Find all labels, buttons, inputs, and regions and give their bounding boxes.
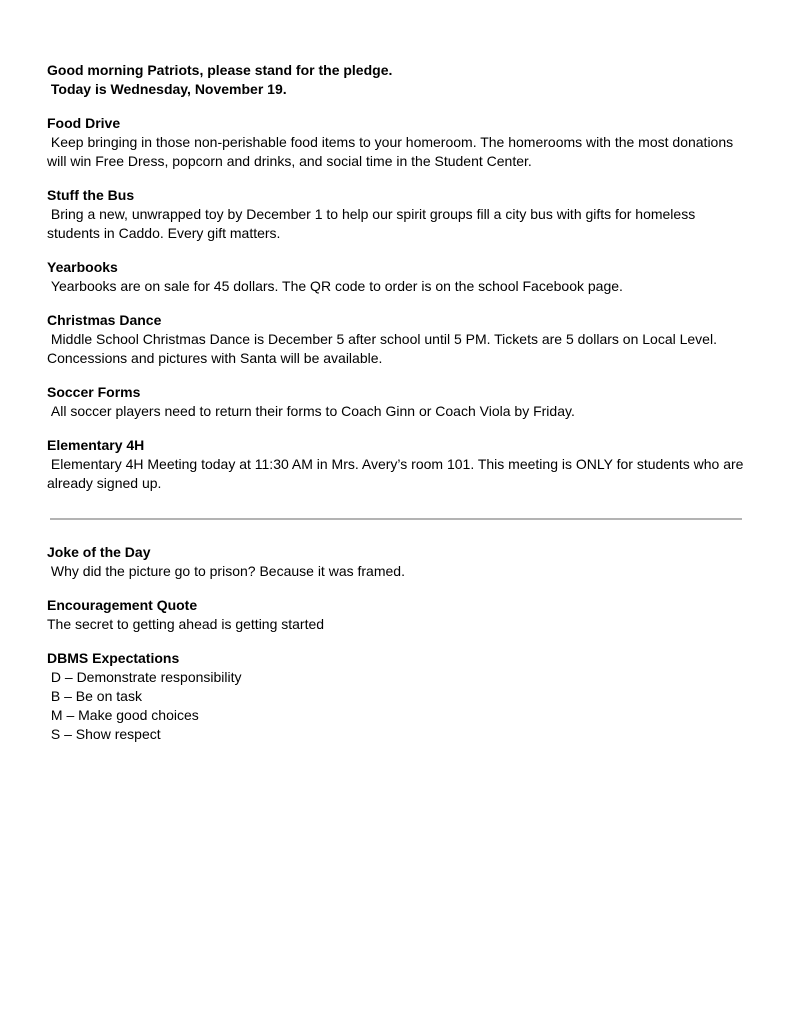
joke-title: Joke of the Day	[47, 544, 151, 560]
expectation-item: M – Make good choices	[47, 707, 199, 723]
announcement-title: Christmas Dance	[47, 312, 162, 328]
announcement-title: Food Drive	[47, 115, 121, 131]
announcements-document	[47, 61, 747, 759]
announcement-title: Yearbooks	[47, 259, 118, 275]
announcement-title: Elementary 4H	[47, 437, 145, 453]
divider-wrap	[47, 493, 747, 543]
announcement-body: All soccer players need to return their forms to Coach Ginn or Coach Viola by Friday.	[47, 403, 575, 419]
announcement-body: Keep bringing in those non-perishable food items to your homeroom. The homerooms with the most donations will win Free Dress, popcorn and drinks, and social time in the Student Center.	[47, 134, 738, 169]
joke-body: Why did the picture go to prison? Because it was framed.	[47, 563, 405, 579]
announcement-stuff-the-bus	[47, 186, 747, 243]
expectation-item: S – Show respect	[47, 726, 161, 742]
quote-title: Encouragement Quote	[47, 597, 198, 613]
announcement-body: Middle School Christmas Dance is December 5 after school until 5 PM. Tickets are 5 dollars on Local Level. Concessions and pictures with Santa will be available.	[47, 331, 721, 366]
announcement-body: Elementary 4H Meeting today at 11:30 AM in Mrs. Avery’s room 101. This meeting is ONLY for students who are already signed up.	[47, 456, 748, 491]
announcement-title: Soccer Forms	[47, 384, 141, 400]
announcement-body: Bring a new, unwrapped toy by December 1 to help our spirit groups fill a city bus with gifts for homeless students in Caddo. Every gift matters.	[47, 206, 700, 241]
expectation-item: B – Be on task	[47, 688, 142, 704]
announcement-christmas-dance	[47, 311, 747, 368]
announcement-body: Yearbooks are on sale for 45 dollars. The QR code to order is on the school Facebook page.	[47, 278, 623, 294]
announcement-yearbooks	[47, 258, 747, 296]
announcement-food-drive	[47, 114, 747, 171]
joke-of-the-day	[47, 543, 747, 581]
dbms-expectations	[47, 649, 747, 744]
expectations-title: DBMS Expectations	[47, 650, 180, 666]
greeting	[47, 61, 747, 99]
quote-body: The secret to getting ahead is getting started	[47, 616, 325, 632]
greeting-line: Good morning Patriots, please stand for the pledge.	[47, 62, 393, 78]
encouragement-quote	[47, 596, 747, 634]
expectation-item: D – Demonstrate responsibility	[47, 669, 242, 685]
date-line: Today is Wednesday, November 19.	[47, 81, 287, 97]
announcement-soccer-forms	[47, 383, 747, 421]
announcement-elementary-4h	[47, 436, 747, 493]
horizontal-divider	[50, 518, 742, 520]
announcement-title: Stuff the Bus	[47, 187, 135, 203]
